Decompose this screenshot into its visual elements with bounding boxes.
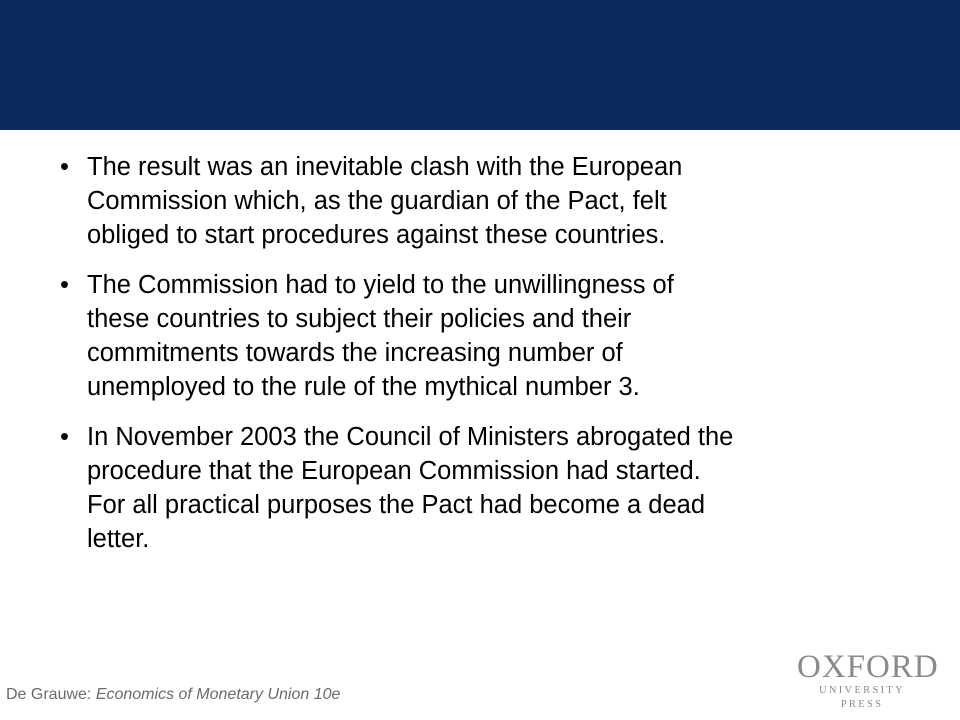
bullet-icon: • bbox=[60, 271, 69, 299]
bullet-line: Commission which, as the guardian of the Pact, felt bbox=[87, 187, 667, 215]
logo-main-text: OXFORD bbox=[797, 649, 939, 685]
bullet-line: The Commission had to yield to the unwillingness of bbox=[87, 271, 674, 299]
bullet-line: letter. bbox=[87, 525, 150, 553]
bullet-line: commitments towards the increasing number of bbox=[87, 339, 623, 367]
bullet-line: unemployed to the rule of the mythical number 3. bbox=[87, 373, 640, 401]
logo-sub-text: UNIVERSITY PRESS bbox=[819, 685, 905, 710]
bullet-list bbox=[0, 150, 960, 556]
bullet-item bbox=[0, 268, 960, 404]
bullet-line: procedure that the European Commission had started. bbox=[87, 457, 701, 485]
bullet-icon: • bbox=[60, 153, 69, 181]
bullet-line: The result was an inevitable clash with the European bbox=[87, 153, 683, 181]
bullet-item bbox=[0, 420, 960, 556]
bullet-line: these countries to subject their policies and their bbox=[87, 305, 632, 333]
bullet-line: In November 2003 the Council of Ministers abrogated the bbox=[87, 423, 734, 451]
bullet-item bbox=[0, 150, 960, 252]
header-band bbox=[0, 0, 960, 130]
footer-author: De Grauwe: bbox=[6, 686, 96, 703]
footer-citation bbox=[6, 686, 340, 704]
bullet-icon: • bbox=[60, 423, 69, 451]
bullet-line: obliged to start procedures against these countries. bbox=[87, 221, 666, 249]
footer-book-title: Economics of Monetary Union 10e bbox=[95, 686, 341, 703]
publisher-logo bbox=[797, 649, 939, 712]
slide-content bbox=[0, 150, 960, 572]
bullet-line: For all practical purposes the Pact had become a dead bbox=[87, 491, 706, 519]
